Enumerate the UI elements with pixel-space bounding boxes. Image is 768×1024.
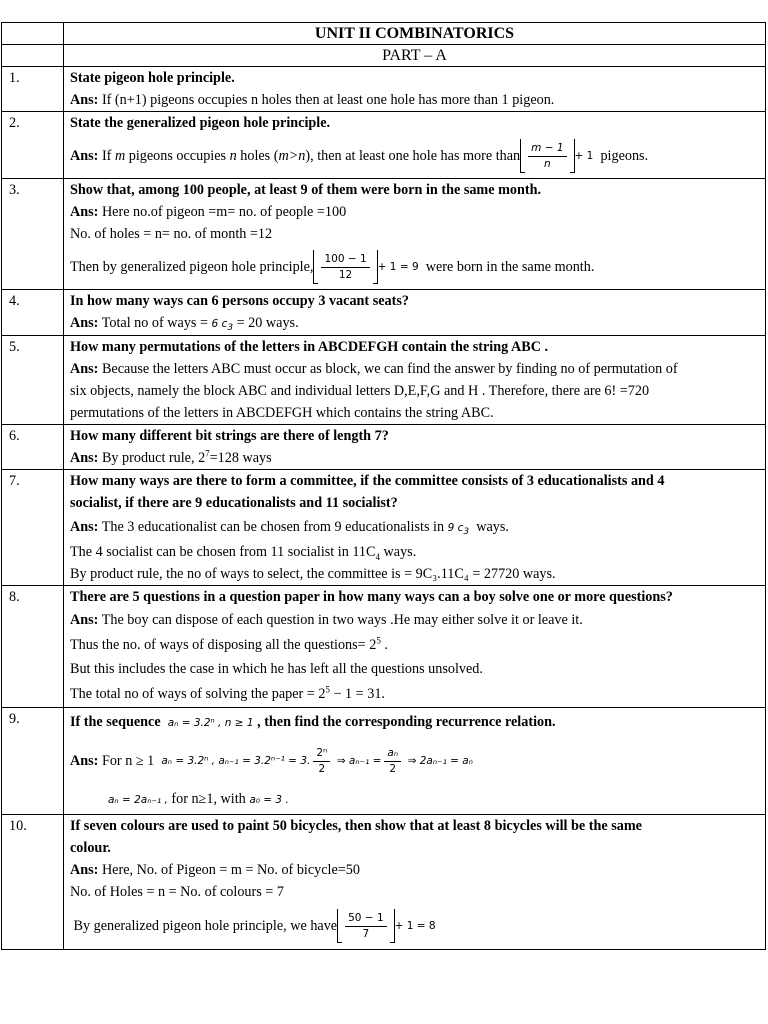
answer-text: [70, 608, 759, 633]
question-row: [2, 336, 766, 425]
answer-text: [70, 737, 759, 785]
question-text: socialist, if there are 9 educationalists and 11 socialist?: [70, 495, 398, 511]
part-row: [2, 45, 766, 67]
fraction-denominator: 7: [362, 927, 370, 940]
math-expression: aₙ = 3.2ⁿ , aₙ₋₁ = 3.2ⁿ⁻¹ = 3.: [161, 755, 311, 767]
floor-fraction: [520, 139, 574, 173]
answer-body: for n≥1, with: [171, 791, 246, 807]
question-row: [2, 708, 766, 815]
var-n: n: [229, 148, 237, 164]
answer-text: [70, 201, 759, 223]
question-row: [2, 290, 766, 336]
question-row: [2, 425, 766, 470]
unit-title: UNIT II COMBINATORICS: [64, 23, 766, 45]
floor-bracket-right: [570, 139, 575, 173]
question-cell: [64, 815, 766, 950]
fraction-numerator: aₙ: [384, 746, 401, 762]
fraction-numerator: 2ⁿ: [313, 746, 330, 762]
question-number: 4.: [2, 290, 64, 336]
header-blank-cell: [2, 23, 64, 45]
answer-body: were born in the same month.: [425, 259, 595, 275]
question-cell: [64, 112, 766, 179]
question-text: colour.: [70, 840, 111, 856]
answer-body: By product rule, 2: [101, 450, 206, 466]
fraction: [384, 746, 401, 777]
answer-line: permutations of the letters in ABCDEFGH which contains the string ABC.: [70, 405, 494, 421]
answer-body: ways.: [380, 544, 417, 560]
answer-line: [70, 681, 759, 707]
exponent: 5: [325, 684, 330, 695]
question-text: If seven colours are used to paint 50 bicycles, then show that at least 8 bicycles will be the same: [70, 818, 642, 834]
answer-line: [70, 633, 759, 657]
floor-fraction: [337, 909, 395, 943]
question-text: How many permutations of the letters in ABCDEFGH contain the string ABC .: [70, 339, 549, 355]
question-body: If the sequence: [70, 714, 161, 730]
answer-line: [70, 903, 759, 949]
question-number: 10.: [2, 815, 64, 950]
answer-body: Then by generalized pigeon hole principle,: [70, 259, 314, 275]
ans-label: Ans:: [70, 753, 99, 769]
var-m: m: [114, 148, 126, 164]
answer-body: Thus the no. of ways of disposing all the questions= 2: [70, 637, 377, 653]
answer-text: [70, 447, 759, 469]
combination-subscript: 3: [227, 323, 234, 334]
answer-body: pigeons occupies: [128, 148, 227, 164]
question-row: [2, 815, 766, 950]
answer-body: The boy can dispose of each question in two ways .He may either solve it or leave it.: [101, 612, 583, 628]
answer-body: The 3 educationalist can be chosen from 9 educationalists in: [101, 519, 445, 535]
answer-body: pigeons.: [600, 148, 649, 164]
question-row: [2, 586, 766, 708]
ans-label: Ans:: [70, 204, 99, 220]
answer-body: − 1 = 31.: [329, 686, 385, 702]
math-expression: aₙ = 2aₙ₋₁ ,: [108, 794, 168, 806]
fraction-numerator: m − 1: [528, 141, 566, 157]
answer-body: =128 ways: [209, 450, 272, 466]
ans-label: Ans:: [70, 361, 99, 377]
question-text: In how many ways can 6 persons occupy 3 vacant seats?: [70, 293, 409, 309]
result-expression: + 1 = 9: [377, 261, 419, 273]
question-number: 2.: [2, 112, 64, 179]
floor-fraction: [313, 250, 377, 284]
answer-body: ways.: [476, 519, 509, 535]
floor-bracket-left: [313, 250, 318, 284]
answer-body: .: [380, 637, 388, 653]
question-text: [70, 708, 759, 737]
question-text: Show that, among 100 people, at least 9 of them were born in the same month.: [70, 182, 542, 198]
question-number: 7.: [2, 470, 64, 586]
fraction-denominator: 2: [318, 762, 326, 775]
floor-bracket-left: [337, 909, 342, 943]
answer-body: holes (: [240, 148, 279, 164]
answer-text: [70, 859, 759, 881]
answer-line: No. of holes = n= no. of month =12: [70, 226, 273, 242]
answer-text: [70, 89, 759, 111]
answer-text: [70, 134, 759, 178]
question-number: 9.: [2, 708, 64, 815]
answer-body: The total no of ways of solving the paper = 2: [70, 686, 326, 702]
fraction-denominator: 2: [389, 762, 397, 775]
answer-body: For n ≥ 1: [101, 753, 155, 769]
sequence-expression: aₙ = 3.2ⁿ , n ≥ 1: [167, 717, 254, 729]
condition: m>n: [278, 148, 306, 164]
answer-text: [70, 514, 759, 541]
subscript: 4: [375, 551, 380, 562]
answer-line: But this includes the case in which he has left all the questions unsolved.: [70, 661, 483, 677]
floor-bracket-right: [390, 909, 395, 943]
math-expression: a₀ = 3 .: [249, 794, 289, 806]
floor-bracket-right: [373, 250, 378, 284]
answer-body: If (n+1) pigeons occupies n holes then at least one hole has more than 1 pigeon.: [101, 92, 555, 108]
question-text: There are 5 questions in a question paper in how many ways can a boy solve one or more questions?: [70, 589, 673, 605]
fraction: [528, 141, 566, 172]
answer-body: Total no of ways =: [101, 315, 208, 331]
combination-base: 9 c: [447, 522, 464, 534]
floor-bracket-left: [520, 139, 525, 173]
part-title: PART – A: [64, 45, 766, 67]
math-expression: ⇒ aₙ₋₁ =: [336, 755, 382, 767]
combination-expression: [447, 522, 470, 538]
math-expression: ⇒ 2aₙ₋₁ = aₙ: [407, 755, 473, 767]
part-blank-cell: [2, 45, 64, 67]
plus-one: + 1: [574, 150, 594, 162]
question-cell: [64, 470, 766, 586]
question-cell: [64, 586, 766, 708]
answer-line: six objects, namely the block ABC and individual letters D,E,F,G and H . Therefore, there are 6! =720: [70, 383, 650, 399]
answer-line: [70, 245, 759, 289]
question-row: [2, 179, 766, 290]
question-table: [1, 22, 766, 950]
question-number: 8.: [2, 586, 64, 708]
answer-body: Because the letters ABC must occur as block, we can find the answer by finding no of permutation of: [101, 361, 678, 377]
answer-line: [70, 541, 759, 563]
ans-label: Ans:: [70, 148, 99, 164]
question-text: How many different bit strings are there of length 7?: [70, 428, 389, 444]
fraction: [313, 746, 330, 777]
question-cell: [64, 336, 766, 425]
header-row: [2, 23, 766, 45]
fraction-numerator: 50 − 1: [345, 911, 387, 927]
ans-label: Ans:: [70, 612, 99, 628]
question-text: State the generalized pigeon hole principle.: [70, 115, 331, 131]
ans-label: Ans:: [70, 92, 99, 108]
question-number: 6.: [2, 425, 64, 470]
question-number: 3.: [2, 179, 64, 290]
fraction-denominator: 12: [338, 268, 353, 281]
question-row: [2, 470, 766, 586]
answer-text: [70, 358, 759, 380]
exponent: 5: [376, 635, 381, 646]
question-row: [2, 112, 766, 179]
combination-subscript: 3: [463, 527, 470, 538]
answer-line: [70, 785, 759, 814]
answer-line: No. of Holes = n = No. of colours = 7: [70, 884, 284, 900]
answer-text: [70, 312, 759, 335]
ans-label: Ans:: [70, 519, 99, 535]
question-row: [2, 67, 766, 112]
question-cell: [64, 290, 766, 336]
result-expression: + 1 = 8: [394, 920, 436, 932]
ans-label: Ans:: [70, 315, 99, 331]
fraction: [345, 911, 387, 942]
question-body: , then find the corresponding recurrence relation.: [257, 714, 556, 730]
answer-body: Here, No. of Pigeon = m = No. of bicycle=50: [101, 862, 360, 878]
question-cell: [64, 179, 766, 290]
ans-label: Ans:: [70, 450, 99, 466]
answer-body: Here no.of pigeon =m= no. of people =100: [101, 204, 347, 220]
answer-body: By generalized pigeon hole principle, we have: [73, 918, 338, 934]
question-text: How many ways are there to form a committee, if the committee consists of 3 educationalists and 4: [70, 473, 665, 489]
question-cell: [64, 425, 766, 470]
answer-body: The 4 socialist can be chosen from 11 socialist in 11C: [70, 544, 376, 560]
question-number: 5.: [2, 336, 64, 425]
ans-label: Ans:: [70, 862, 99, 878]
answer-body: = 20 ways.: [236, 315, 299, 331]
combination-base: 6 c: [211, 318, 228, 330]
answer-line: By product rule, the no of ways to select, the committee is = 9C₃.11C₄ = 27720 ways.: [70, 566, 556, 582]
fraction-numerator: 100 − 1: [321, 252, 369, 268]
fraction: [321, 252, 369, 283]
combination-expression: [211, 318, 234, 334]
exponent: 7: [205, 448, 210, 459]
answer-body: If: [101, 148, 112, 164]
answer-body: ), then at least one hole has more than: [305, 148, 521, 164]
question-cell: [64, 67, 766, 112]
question-number: 1.: [2, 67, 64, 112]
question-text: State pigeon hole principle.: [70, 70, 235, 86]
question-cell: [64, 708, 766, 815]
fraction-denominator: n: [543, 157, 551, 170]
